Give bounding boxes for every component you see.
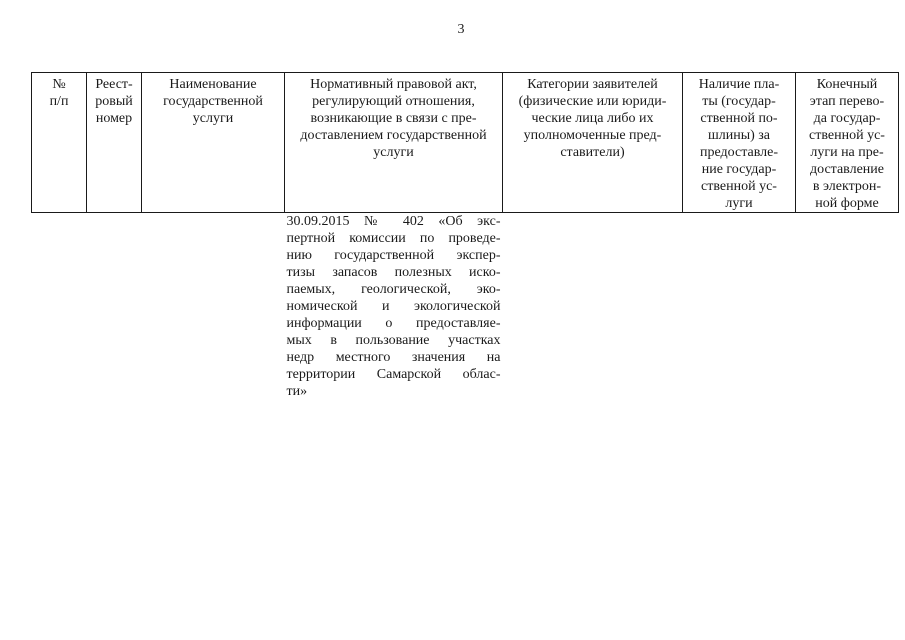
cell-fee — [683, 213, 796, 401]
header-service-name — [142, 73, 285, 213]
services-registry-table — [31, 72, 899, 400]
header-line: ственной ус- — [809, 128, 885, 143]
header-line: ной форме — [815, 196, 879, 211]
header-line: (физические или юриди- — [518, 94, 667, 109]
header-line: Категории заявителей — [527, 77, 658, 92]
cell-service-name — [142, 213, 285, 401]
header-line: номер — [95, 111, 133, 126]
header-line: п/п — [49, 94, 69, 109]
legal-act-line: мых в пользование участках — [286, 333, 501, 348]
header-line: шлины) за — [707, 128, 771, 143]
cell-number — [32, 213, 87, 401]
header-fee — [683, 73, 796, 213]
legal-act-line: тизы запасов полезных иско- — [286, 265, 501, 280]
header-line: ставители) — [560, 145, 625, 160]
header-line: государственной — [163, 94, 263, 109]
header-line: этап перево- — [809, 94, 885, 109]
cell-legal-act — [285, 213, 503, 401]
legal-act-line: номической и экологической — [286, 299, 501, 314]
legal-act-line: нию государственной экспер- — [286, 248, 501, 263]
page-number: 3 — [457, 22, 465, 37]
header-line: ровый — [95, 94, 133, 109]
header-line: доставлением государственной — [300, 128, 487, 143]
header-line: ственной по- — [700, 111, 778, 126]
header-number — [32, 73, 87, 213]
header-line: Наименование — [169, 77, 257, 92]
header-line: № — [52, 77, 66, 92]
header-line: услуги — [373, 145, 414, 160]
cell-registry-number — [87, 213, 142, 401]
header-line: луги — [725, 196, 753, 211]
header-legal-act — [285, 73, 503, 213]
header-line: Конечный — [816, 77, 878, 92]
header-line: в электрон- — [812, 179, 882, 194]
header-line: да государ- — [813, 111, 881, 126]
header-line: луги на пре- — [810, 145, 884, 160]
header-line: Нормативный правовой акт, — [310, 77, 477, 92]
header-registry-number — [87, 73, 142, 213]
cell-final-stage — [796, 213, 899, 401]
table-row — [32, 213, 899, 401]
table-header-row — [32, 73, 899, 213]
legal-act-line: территории Самарской облас- — [286, 367, 501, 382]
legal-act-line: ти» — [286, 384, 308, 399]
header-line: ты (государ- — [702, 94, 776, 109]
header-line: ческие лица либо их — [531, 111, 654, 126]
header-line: доставление — [809, 162, 884, 177]
header-line: регулирующий отношения, — [312, 94, 475, 109]
header-line: возникающие в связи с пре- — [310, 111, 477, 126]
legal-act-line: пертной комиссии по проведе- — [286, 231, 501, 246]
legal-act-line: недр местного значения на — [286, 350, 501, 365]
header-line: услуги — [192, 111, 234, 126]
header-line: ние государ- — [701, 162, 777, 177]
cell-applicant-categories — [503, 213, 683, 401]
header-line: Реест- — [95, 77, 133, 92]
header-applicant-categories — [503, 73, 683, 213]
header-line: уполномоченные пред- — [523, 128, 662, 143]
header-line: ственной ус- — [701, 179, 777, 194]
header-line: предоставле- — [700, 145, 778, 160]
header-final-stage — [796, 73, 899, 213]
legal-act-line: 30.09.2015 № 402 «Об экс- — [286, 214, 501, 229]
legal-act-line: паемых, геологической, эко- — [286, 282, 501, 297]
legal-act-line: информации о предоставляе- — [286, 316, 501, 331]
header-line: Наличие пла- — [698, 77, 780, 92]
